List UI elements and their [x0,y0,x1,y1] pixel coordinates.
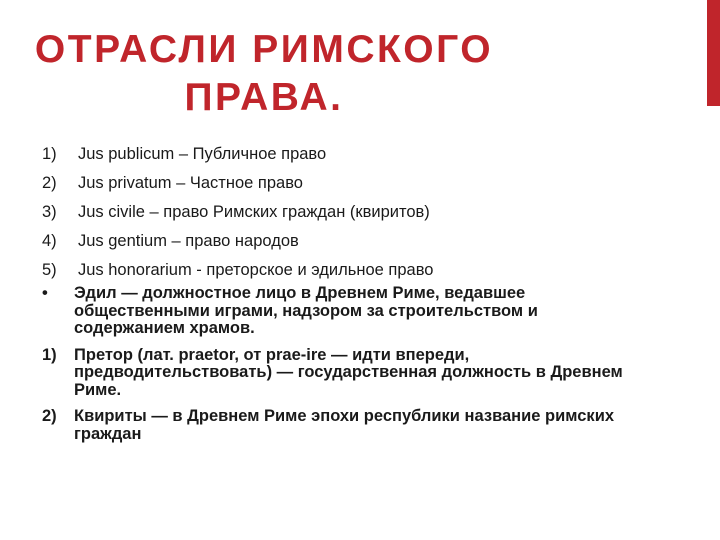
list-marker: 2) [42,174,57,192]
note-edil [42,285,632,338]
list-item-text: Jus gentium – право народов [78,232,299,250]
list-item-text: Jus civile – право Римских граждан (квиритов) [78,203,430,221]
list-item [42,227,632,256]
list-marker: 4) [42,232,57,250]
note-text: Претор (лат. praetor, от prae-ire — идти впереди, предводительствовать) — государственная должность в Древнем Риме. [74,345,623,399]
content-list [42,140,632,443]
list-item-text: Jus privatum – Частное право [78,174,303,192]
list-marker: 1) [42,145,57,163]
list-item [42,198,632,227]
note-marker: 2) [42,407,57,425]
note-praetor [42,347,632,400]
list-item [42,256,632,285]
list-item-text: Jus honorarium - преторское и эдильное право [78,261,434,279]
bullet-marker: • [42,284,48,302]
list-marker: 3) [42,203,57,221]
slide-title-line-2: ПРАВА. [184,76,344,119]
note-text: Эдил — должностное лицо в Древнем Риме, ведавшее общественными играми, надзором за строительством и содержанием храмов. [74,284,538,337]
list-item [42,140,632,169]
note-text: Квириты — в Древнем Риме эпохи республики название римских граждан [74,407,615,443]
accent-bar [707,0,720,106]
note-marker: 1) [42,345,57,364]
list-item [42,169,632,198]
slide-title-line-1: ОТРАСЛИ РИМСКОГО [34,28,494,71]
note-quirites [42,408,632,443]
list-item-text: Jus publicum – Публичное право [78,145,327,163]
list-marker: 5) [42,261,57,279]
slide-title [0,26,528,122]
